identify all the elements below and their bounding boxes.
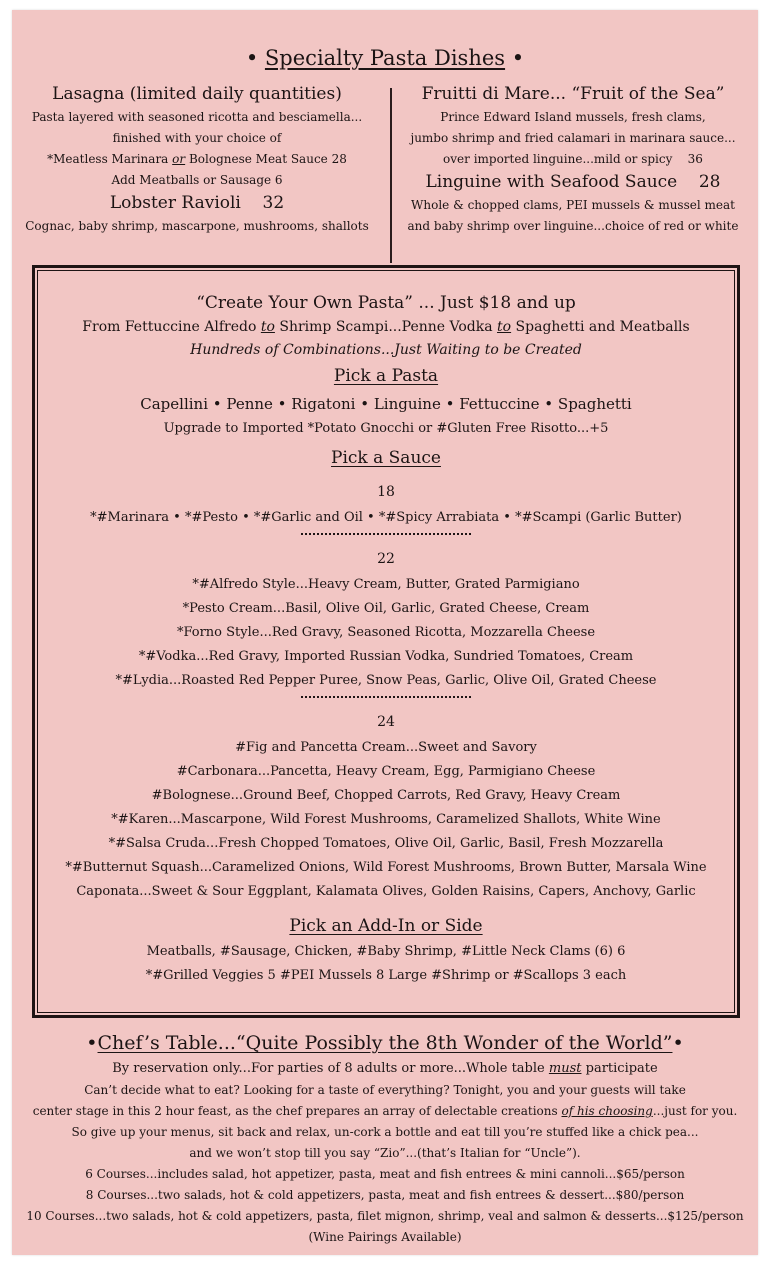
sauce-24-item: #Fig and Pancetta Cream...Sweet and Savory xyxy=(235,740,537,755)
dish-linguine-desc: Whole & chopped clams, PEI mussels & mussel meat xyxy=(411,198,735,212)
his-choosing-phrase: of his choosing xyxy=(561,1104,653,1118)
to-word: to xyxy=(260,319,275,335)
chefs-table-line: and we won’t stop till you say “Zio”...(that’s Italian for “Uncle”). xyxy=(189,1146,581,1160)
dish-fruitti-desc: Prince Edward Island mussels, fresh clams, xyxy=(440,110,706,124)
dish-lasagna-addon: Add Meatballs or Sausage 6 xyxy=(111,173,283,187)
sauce-22-item: *Forno Style...Red Gravy, Seasoned Ricotta, Mozzarella Cheese xyxy=(176,625,596,640)
dish-price: 36 xyxy=(687,152,703,166)
chefs-table-title xyxy=(12,1028,758,1058)
sauces-18-list: *#Marinara • *#Pesto • *#Garlic and Oil • *#Spicy Arrabiata • *#Scampi (Garlic Butter) xyxy=(90,510,682,525)
addin-list: *#Grilled Veggies 5 #PEI Mussels 8 Large #Shrimp or #Scallops 3 each xyxy=(145,968,627,983)
title-bullet: • xyxy=(511,46,525,70)
dish-lasagna-sauce-choice xyxy=(12,149,382,170)
sauce-24-item: *#Karen...Mascarpone, Wild Forest Mushrooms, Caramelized Shallots, White Wine xyxy=(111,812,661,827)
chef-text: participate xyxy=(585,1061,658,1076)
sauce-option: *Meatless Marinara xyxy=(47,152,169,166)
chefs-table-line: So give up your menus, sit back and relax, un-cork a bottle and eat till you’re stuffed like a chick pea... xyxy=(71,1125,699,1139)
sauce-24-item: *#Butternut Squash...Caramelized Onions, Wild Forest Mushrooms, Brown Butter, Marsala Wine xyxy=(65,860,707,875)
chefs-table-section xyxy=(12,1028,758,1248)
menu-page xyxy=(12,10,758,1255)
specialty-right-column xyxy=(388,82,758,237)
dish-ravioli-desc: Cognac, baby shrimp, mascarpone, mushrooms, shallots xyxy=(25,219,369,233)
sauce-22-item: *#Alfredo Style...Heavy Cream, Butter, Grated Parmigiano xyxy=(192,577,580,592)
pick-addin-heading: Pick an Add-In or Side xyxy=(289,916,483,936)
addin-list: Meatballs, #Sausage, Chicken, #Baby Shrimp, #Little Neck Clams (6) 6 xyxy=(146,944,626,959)
dish-ravioli-name xyxy=(12,191,382,215)
title-bullet: • xyxy=(245,46,259,70)
or-word: or xyxy=(172,152,186,166)
dotted-divider xyxy=(301,533,471,535)
sauce-22-item: *#Lydia...Roasted Red Pepper Puree, Snow Peas, Garlic, Olive Oil, Grated Cheese xyxy=(115,673,657,688)
chefs-table-line: Can’t decide what to eat? Looking for a taste of everything? Tonight, you and your guests will take xyxy=(84,1083,686,1097)
chef-text: ...just for you. xyxy=(652,1104,738,1118)
sauce-24-item: *#Salsa Cruda...Fresh Chopped Tomatoes, Olive Oil, Garlic, Basil, Fresh Mozzarella xyxy=(108,836,664,851)
chefs-table-reservation xyxy=(12,1058,758,1080)
sauce-option: Bolognese Meat Sauce xyxy=(188,152,328,166)
pasta-upgrade: Upgrade to Imported *Potato Gnocchi or #Gluten Free Risotto...+5 xyxy=(163,421,609,436)
pasta-list: Capellini • Penne • Rigatoni • Linguine • Fettuccine • Spaghetti xyxy=(140,395,632,413)
dish-title: Linguine with Seafood Sauce xyxy=(425,172,678,192)
dish-linguine-desc: and baby shrimp over linguine...choice of red or white xyxy=(407,219,739,233)
sauce-price-18: 18 xyxy=(377,484,395,500)
section-title: Chef’s Table...“Quite Possibly the 8th Wonder of the World” xyxy=(97,1032,673,1054)
sauce-price-24: 24 xyxy=(377,714,395,730)
title-bullet: • xyxy=(672,1032,684,1054)
sub-text: From Fettuccine Alfredo xyxy=(82,319,257,335)
dish-lasagna-desc: Pasta layered with seasoned ricotta and besciamella... xyxy=(31,110,363,124)
course-10: 10 Courses...two salads, hot & cold appetizers, pasta, filet mignon, shrimp, veal and salmon & desserts...$125/person xyxy=(26,1209,744,1223)
course-8: 8 Courses...two salads, hot & cold appetizers, pasta, meat and fish entrees & dessert...$80/person xyxy=(85,1188,685,1202)
dish-price: 32 xyxy=(262,193,285,213)
dish-fruitti-desc xyxy=(388,149,758,170)
specialty-left-column xyxy=(12,82,382,237)
section-title-specialty-pasta xyxy=(12,46,758,70)
create-your-own-pasta-box xyxy=(32,265,740,1018)
dish-desc-text: over imported linguine...mild or spicy xyxy=(443,152,673,166)
create-pasta-tagline: Hundreds of Combinations...Just Waiting to be Created xyxy=(190,342,582,358)
dotted-divider xyxy=(301,696,471,698)
must-word: must xyxy=(548,1061,582,1076)
pick-a-sauce-heading: Pick a Sauce xyxy=(331,448,441,468)
sub-text: Spaghetti and Meatballs xyxy=(515,319,690,335)
to-word: to xyxy=(497,319,512,335)
dish-lasagna-name: Lasagna (limited daily quantities) xyxy=(52,84,342,104)
dish-title: Lobster Ravioli xyxy=(109,193,241,213)
chef-text: center stage in this 2 hour feast, as the chef prepares an array of delectable creations xyxy=(32,1104,558,1118)
sauce-24-item: #Carbonara...Pancetta, Heavy Cream, Egg, Parmigiano Cheese xyxy=(176,764,596,779)
chef-text: By reservation only...For parties of 8 adults or more...Whole table xyxy=(112,1061,545,1076)
dish-price: 28 xyxy=(698,172,721,192)
sub-text: Shrimp Scampi...Penne Vodka xyxy=(279,319,493,335)
dish-linguine-name xyxy=(388,170,758,194)
page-title: Specialty Pasta Dishes xyxy=(264,46,506,70)
dish-fruitti-name: Fruitti di Mare... “Fruit of the Sea” xyxy=(421,84,725,104)
dish-fruitti-desc: jumbo shrimp and fried calamari in marinara sauce... xyxy=(410,131,736,145)
chefs-table-line xyxy=(12,1101,758,1122)
course-6: 6 Courses...includes salad, hot appetizer, pasta, meat and fish entrees & mini cannoli...$65/person xyxy=(85,1167,685,1181)
sauce-price-22: 22 xyxy=(377,551,395,567)
create-pasta-subtitle xyxy=(35,316,737,339)
dish-price: 28 xyxy=(331,152,347,166)
title-bullet: • xyxy=(86,1032,98,1054)
sauce-22-item: *#Vodka...Red Gravy, Imported Russian Vodka, Sundried Tomatoes, Cream xyxy=(138,649,634,664)
sauce-24-item: #Bolognese...Ground Beef, Chopped Carrots, Red Gravy, Heavy Cream xyxy=(151,788,621,803)
create-pasta-title: “Create Your Own Pasta” ... Just $18 and up xyxy=(196,293,576,313)
wine-pairings: (Wine Pairings Available) xyxy=(308,1230,462,1244)
sauce-24-item: Caponata...Sweet & Sour Eggplant, Kalamata Olives, Golden Raisins, Capers, Anchovy, Garlic xyxy=(76,884,696,899)
pick-a-pasta-heading: Pick a Pasta xyxy=(333,366,439,386)
sauce-22-item: *Pesto Cream...Basil, Olive Oil, Garlic, Grated Cheese, Cream xyxy=(182,601,590,616)
dish-lasagna-desc: finished with your choice of xyxy=(112,131,282,145)
